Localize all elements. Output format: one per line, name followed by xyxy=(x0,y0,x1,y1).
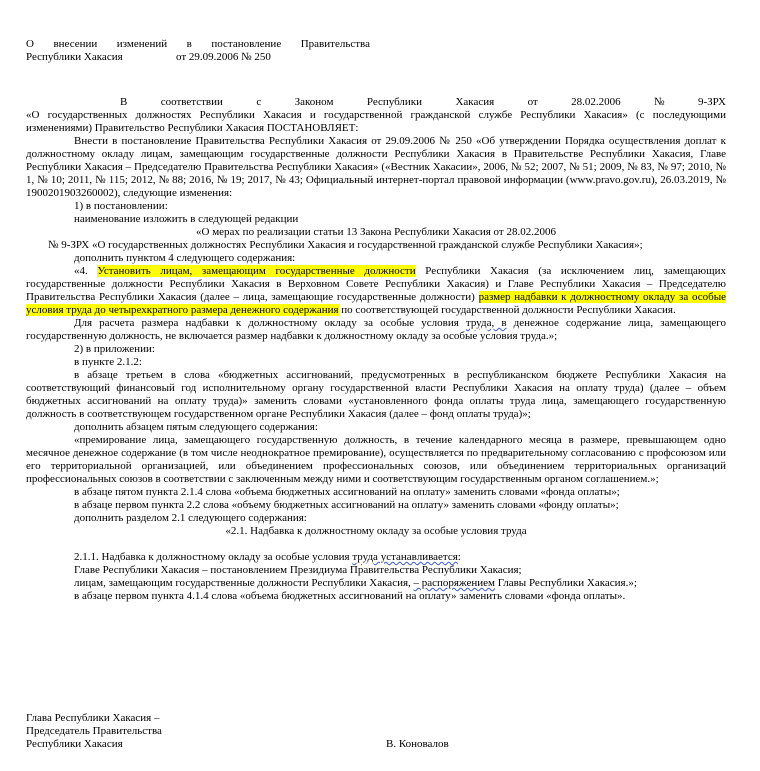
add-point-4: дополнить пунктом 4 следующего содержания: xyxy=(74,252,296,264)
officials-line: лицам, замещающим государственные должности Республики Хакасия, – распоряжением Главы Республики Хакасия.»; xyxy=(74,577,637,589)
paragraph-third: в абзаце третьем в слова «бюджетных ассигнований, предусмотренных в республиканском бюджете Республики Хакасия на соответствующий финансовый год исполнительному органу государственной власти Республики Хакасия на оплату труда) (далее – объем бюджетных ассигнований на оплату труда)» заменить словами «установленного фонда оплаты труда лица, замещающего государственную должность в соответствующем государственном органе Республики Хакасия (далее – фонд оплаты труда)»; xyxy=(26,369,726,420)
preamble-rest: «О государственных должностях Республики Хакасия и государственной гражданской службе Республики Хакасия» (с последующими изменениями) Правительство Республики Хакасия ПОСТАНОВЛЯЕТ: xyxy=(26,109,726,134)
spellcheck-mark: труда устанавливается xyxy=(352,551,458,563)
spacer xyxy=(26,538,726,551)
item-2: 2) в приложении: xyxy=(74,343,155,355)
paragraph-bonus: «премирование лица, замещающего государственную должность, в течение календарного месяца в размере, превышающем одно месячное денежное содержание (в том числе неоднократное премирование), осуществляется по предварительному согласованию с профсоюзом или его территориальной организацией, или объединением профессиональных союзов, или объединением территориальных организаций профессиональных союзов в соответствии с заключенным между ними и соответствующим государственным органом соглашением.»; xyxy=(26,434,726,485)
signature-title-3: Республики Хакасия xyxy=(26,738,123,750)
in-point-2-1-2: в пункте 2.1.2: xyxy=(74,356,142,368)
point-2-2: в абзаце первом пункта 2.2 слова «объему бюджетных ассигнований на оплату» заменить словами «фонду оплаты»; xyxy=(74,499,619,511)
paragraph-point-4: «4. Установить лицам, замещающим государственные должности Республики Хакасия (за исключением лиц, замещающих государственные должности Республики Хакасия в Верховном Совете Республики Хакасия) и Главе Республики Хакасия – Председателю Правительства Республики Хакасия (далее – лица, замещающие государственные должности) размер надбавки к должностному окладу за особые условия труда до четырехкратного размера денежного содержания по соответствующей государственной должности Республики Хакасия. xyxy=(26,265,726,316)
item-1: 1) в постановлении: xyxy=(74,200,168,212)
title-line-2: Республики Хакасия от 29.09.2006 № 250 xyxy=(26,51,271,63)
section-2-1-heading: «2.1. Надбавка к должностному окладу за особые условия труда xyxy=(225,525,527,537)
title-line-1: О внесении изменений в постановление Правительства xyxy=(26,38,370,50)
spellcheck-mark: – распоряжением xyxy=(413,577,495,589)
item-name-intro: наименование изложить в следующей редакции xyxy=(74,213,299,225)
spellcheck-mark: труда, в xyxy=(465,317,507,329)
signature-block xyxy=(26,712,466,751)
point-2-1-1: 2.1.1. Надбавка к должностному окладу за особые условия труда устанавливается: xyxy=(74,551,461,563)
document-body xyxy=(26,96,726,603)
new-name-line-1: «О мерах по реализации статьи 13 Закона Республики Хакасия от 28.02.2006 xyxy=(196,226,556,238)
highlight-1: Установить лицам, замещающим государственные должности xyxy=(97,265,416,277)
signature-title-2: Председатель Правительства xyxy=(26,725,162,737)
signatory-name: В. Коновалов xyxy=(386,738,449,750)
signature-title-1: Глава Республики Хакасия – xyxy=(26,712,160,724)
paragraph-amendment: Внести в постановление Правительства Республики Хакасия от 29.09.2006 № 250 «Об утверждении Порядка осуществления доплат к должностному окладу лицам, замещающим государственные должности Республики Хакасия в Правительстве Республики Хакасия, Главе Республики Хакасия – Председателю Правительства Республики Хакасия» («Вестник Хакасии», 2006, № 52; 2007, № 51; 2009, № 83, № 97; 2010, № 1, № 10; 2011, № 115; 2012, № 88; 2016, № 19; 2017, № 43; Официальный интернет-портал правовой информации (www.pravo.gov.ru), 26.03.2019, № 1900201903260002), следующие изменения: xyxy=(26,135,726,199)
point-4-1-4: в абзаце первом пункта 4.1.4 слова «объема бюджетных ассигнований на оплату» заменить словами «фонда оплаты». xyxy=(74,590,626,602)
highlight-2: размер надбавки к должностному окладу за особые условия труда до четырехкратного размера денежного содержания xyxy=(26,291,726,316)
add-fifth-paragraph: дополнить абзацем пятым следующего содержания: xyxy=(74,421,318,433)
preamble-line-1: В соответствии с Законом Республики Хакасия от 28.02.2006 № 9-ЗРХ xyxy=(120,96,726,108)
new-name-line-2: № 9-ЗРХ «О государственных должностях Республики Хакасия и государственной гражданской службе Республики Хакасия»; xyxy=(48,239,643,251)
add-section-2-1: дополнить разделом 2.1 следующего содержания: xyxy=(74,512,307,524)
paragraph-calculation: Для расчета размера надбавки к должностному окладу за особые условия труда, в денежное содержание лица, замещающего государственную должность, не включается размер надбавки к должностному окладу за особые условия труда.»; xyxy=(26,317,727,342)
point-2-1-4: в абзаце пятом пункта 2.1.4 слова «объема бюджетных ассигнований на оплату» заменить словами «фонда оплаты»; xyxy=(74,486,620,498)
head-of-republic-line: Главе Республики Хакасия – постановлением Президиума Правительства Республики Хакасия; xyxy=(74,564,522,576)
document-title xyxy=(26,38,386,64)
